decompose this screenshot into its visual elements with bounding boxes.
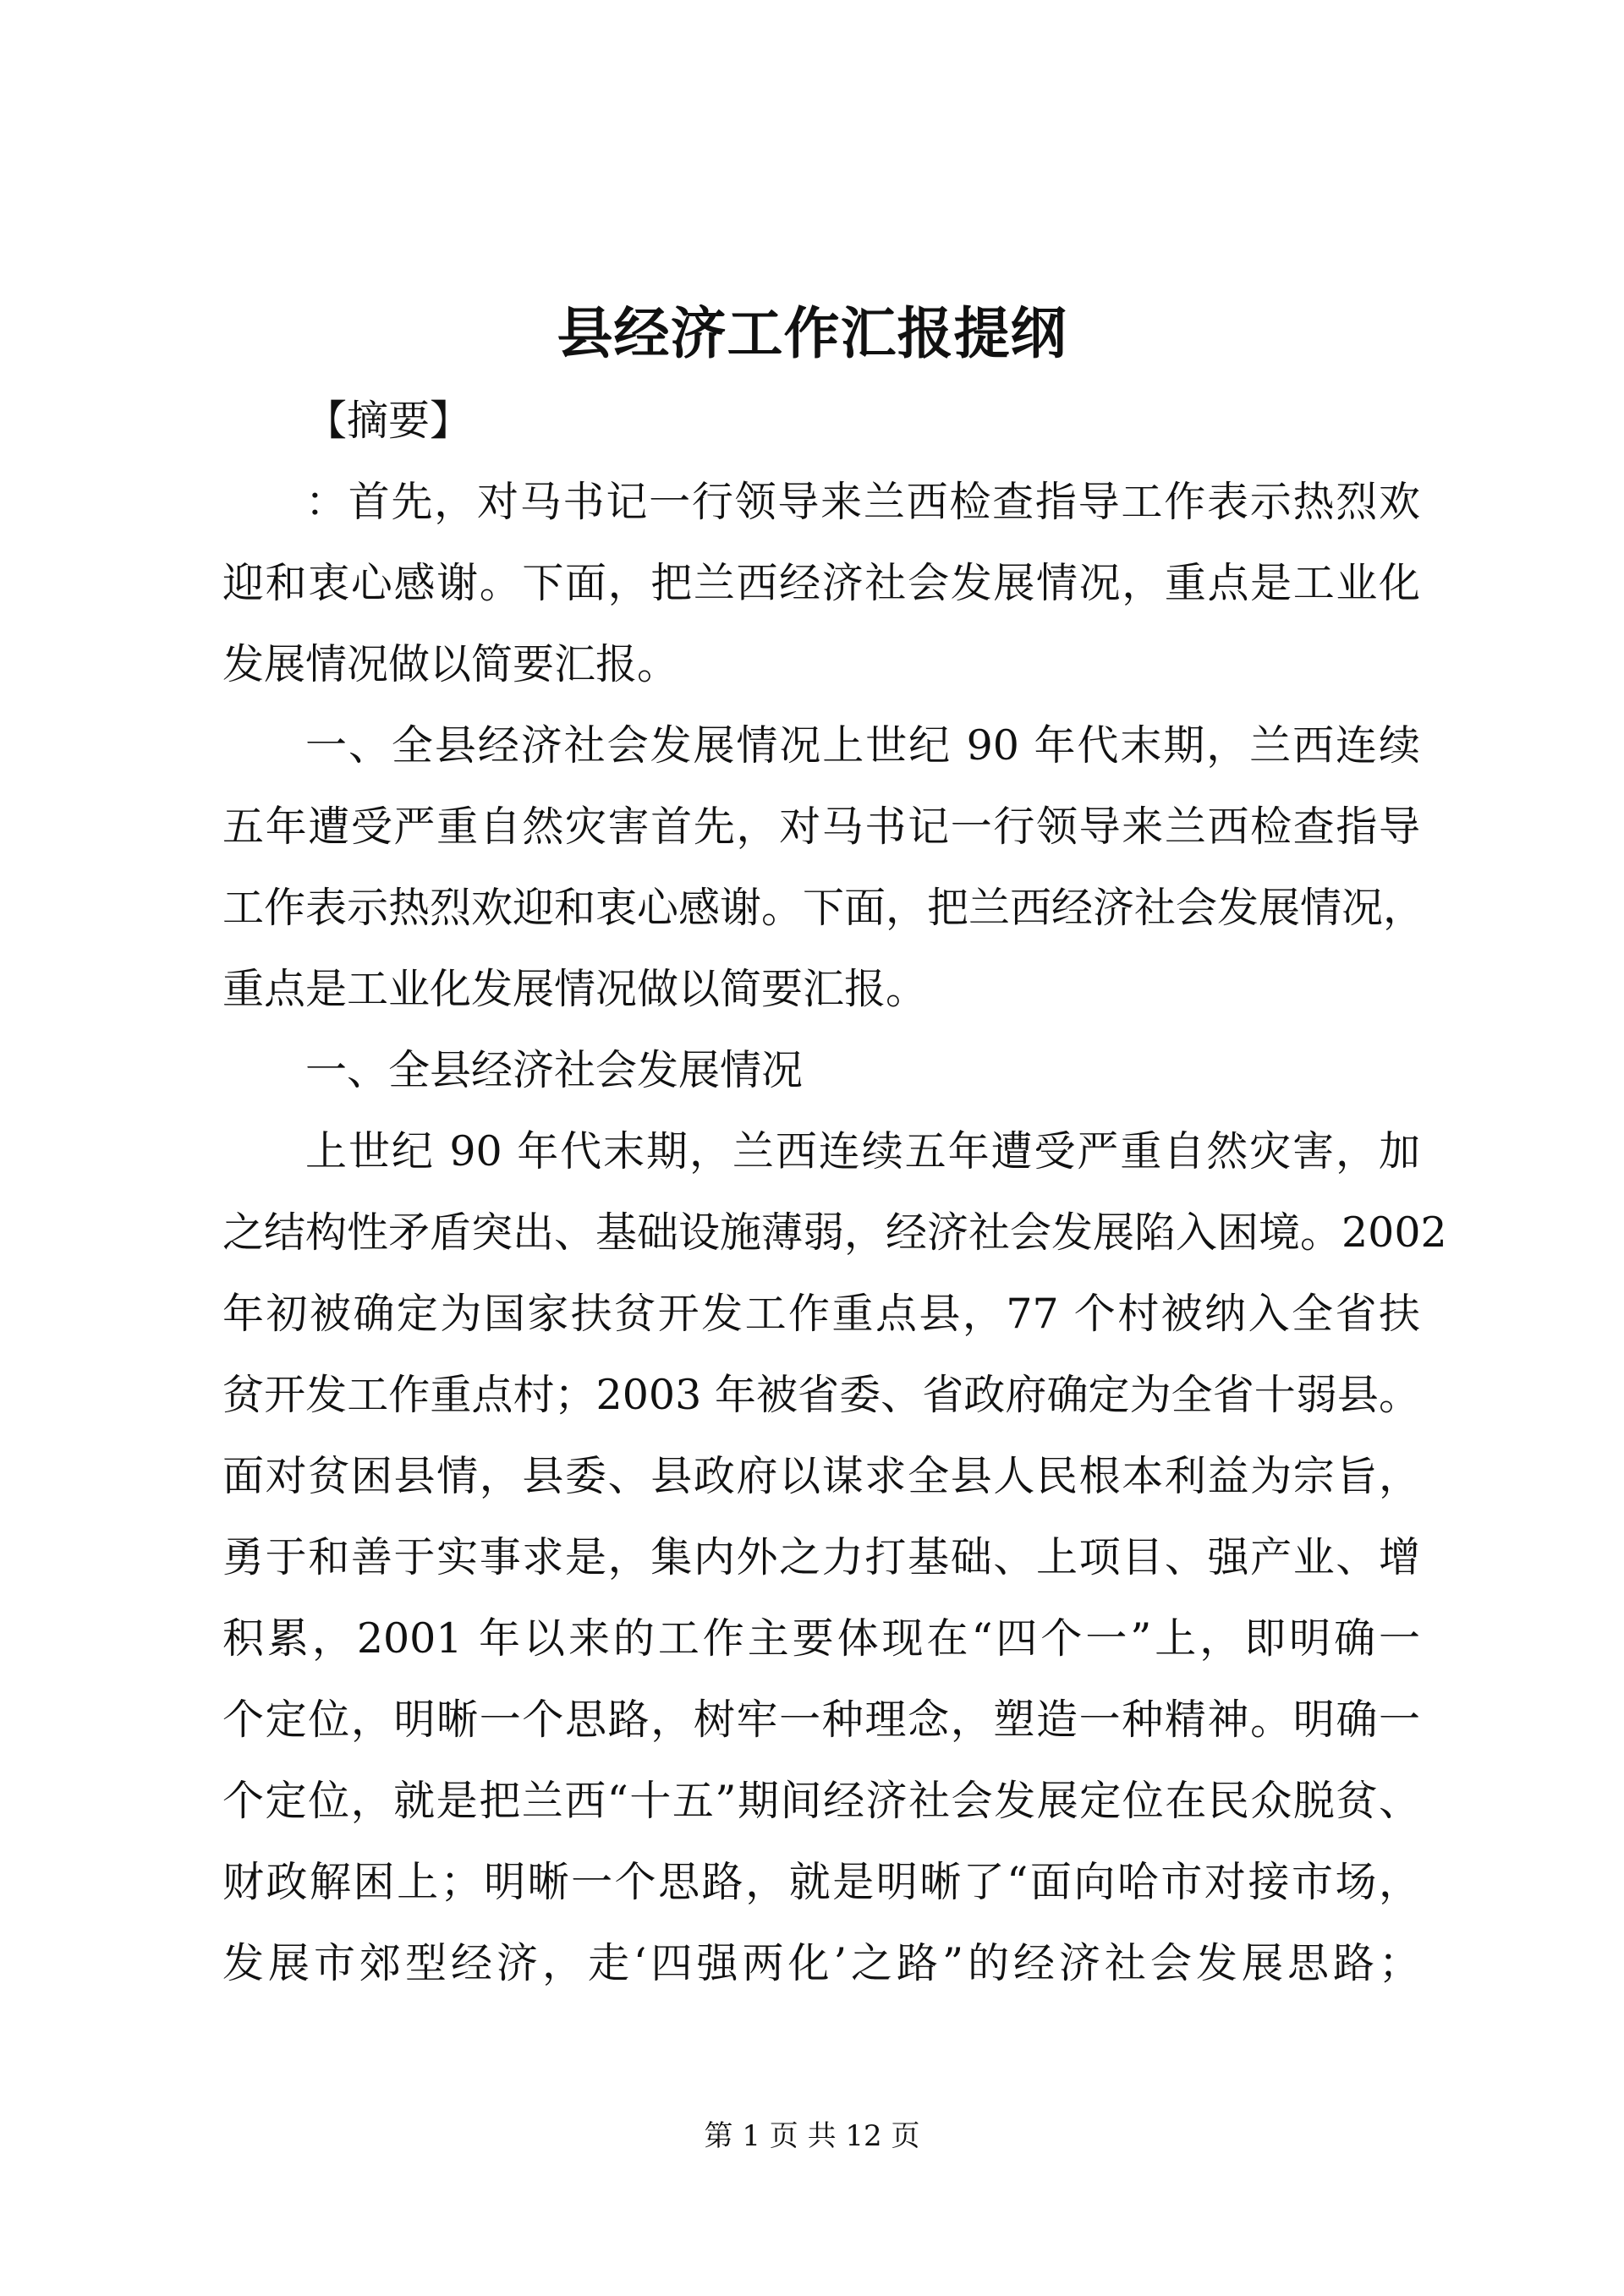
text-line: 上世纪 90 年代末期，兰西连续五年遭受严重自然灾害，加 (305, 1127, 1420, 1175)
text-line: 一、全县经济社会发展情况上世纪 90 年代末期，兰西连续 (305, 721, 1420, 770)
text-line: 重点是工业化发展情况做以简要汇报。 (222, 965, 928, 1013)
text-line: 发展情况做以简要汇报。 (222, 640, 679, 688)
text-line: 迎和衷心感谢。下面，把兰西经济社会发展情况，重点是工业化 (222, 559, 1420, 607)
text-line: ：首先，对马书记一行领导来兰西检查指导工作表示热烈欢 (305, 478, 1420, 526)
text-line: 财政解困上；明晰一个思路，就是明晰了“面向哈市对接市场， (222, 1858, 1420, 1906)
text-line: 工作表示热烈欢迎和衷心感谢。下面，把兰西经济社会发展情况， (222, 884, 1425, 932)
text-line: 个定位，明晰一个思路，树牢一种理念，塑造一种精神。明确一 (222, 1696, 1420, 1744)
text-line: 发展市郊型经济，走‘四强两化’之路”的经济社会发展思路； (222, 1939, 1420, 1987)
paragraph (222, 705, 1425, 1030)
paragraph (222, 462, 1420, 705)
text-line: 五年遭受严重自然灾害首先，对马书记一行领导来兰西检查指导 (222, 803, 1420, 851)
text-line: 贫开发工作重点村；2003 年被省委、省政府确定为全省十弱县。 (222, 1371, 1420, 1419)
text-line: 积累，2001 年以来的工作主要体现在“四个一”上，即明确一 (222, 1614, 1420, 1663)
document-title: 县经济工作汇报提纲 (557, 300, 1067, 366)
page-footer: 第 1 页 共 12 页 (704, 2119, 920, 2153)
text-line: 个定位，就是把兰西“十五”期间经济社会发展定位在民众脱贫、 (222, 1777, 1420, 1825)
paragraph (222, 1030, 1420, 1111)
text-line: 面对贫困县情，县委、县政府以谋求全县人民根本利益为宗旨， (222, 1452, 1420, 1500)
document-body (222, 381, 1447, 2004)
text-line: 年初被确定为国家扶贫开发工作重点县，77 个村被纳入全省扶 (222, 1290, 1420, 1338)
paragraph (222, 381, 1420, 462)
text-line: 一、全县经济社会发展情况 (305, 1046, 804, 1094)
text-line: 【摘要】 (305, 397, 472, 445)
text-line: 勇于和善于实事求是，集内外之力打基础、上项目、强产业、增 (222, 1533, 1420, 1581)
text-line: 之结构性矛盾突出、基础设施薄弱，经济社会发展陷入困境。2002 (222, 1208, 1447, 1257)
paragraph (222, 1111, 1447, 2004)
